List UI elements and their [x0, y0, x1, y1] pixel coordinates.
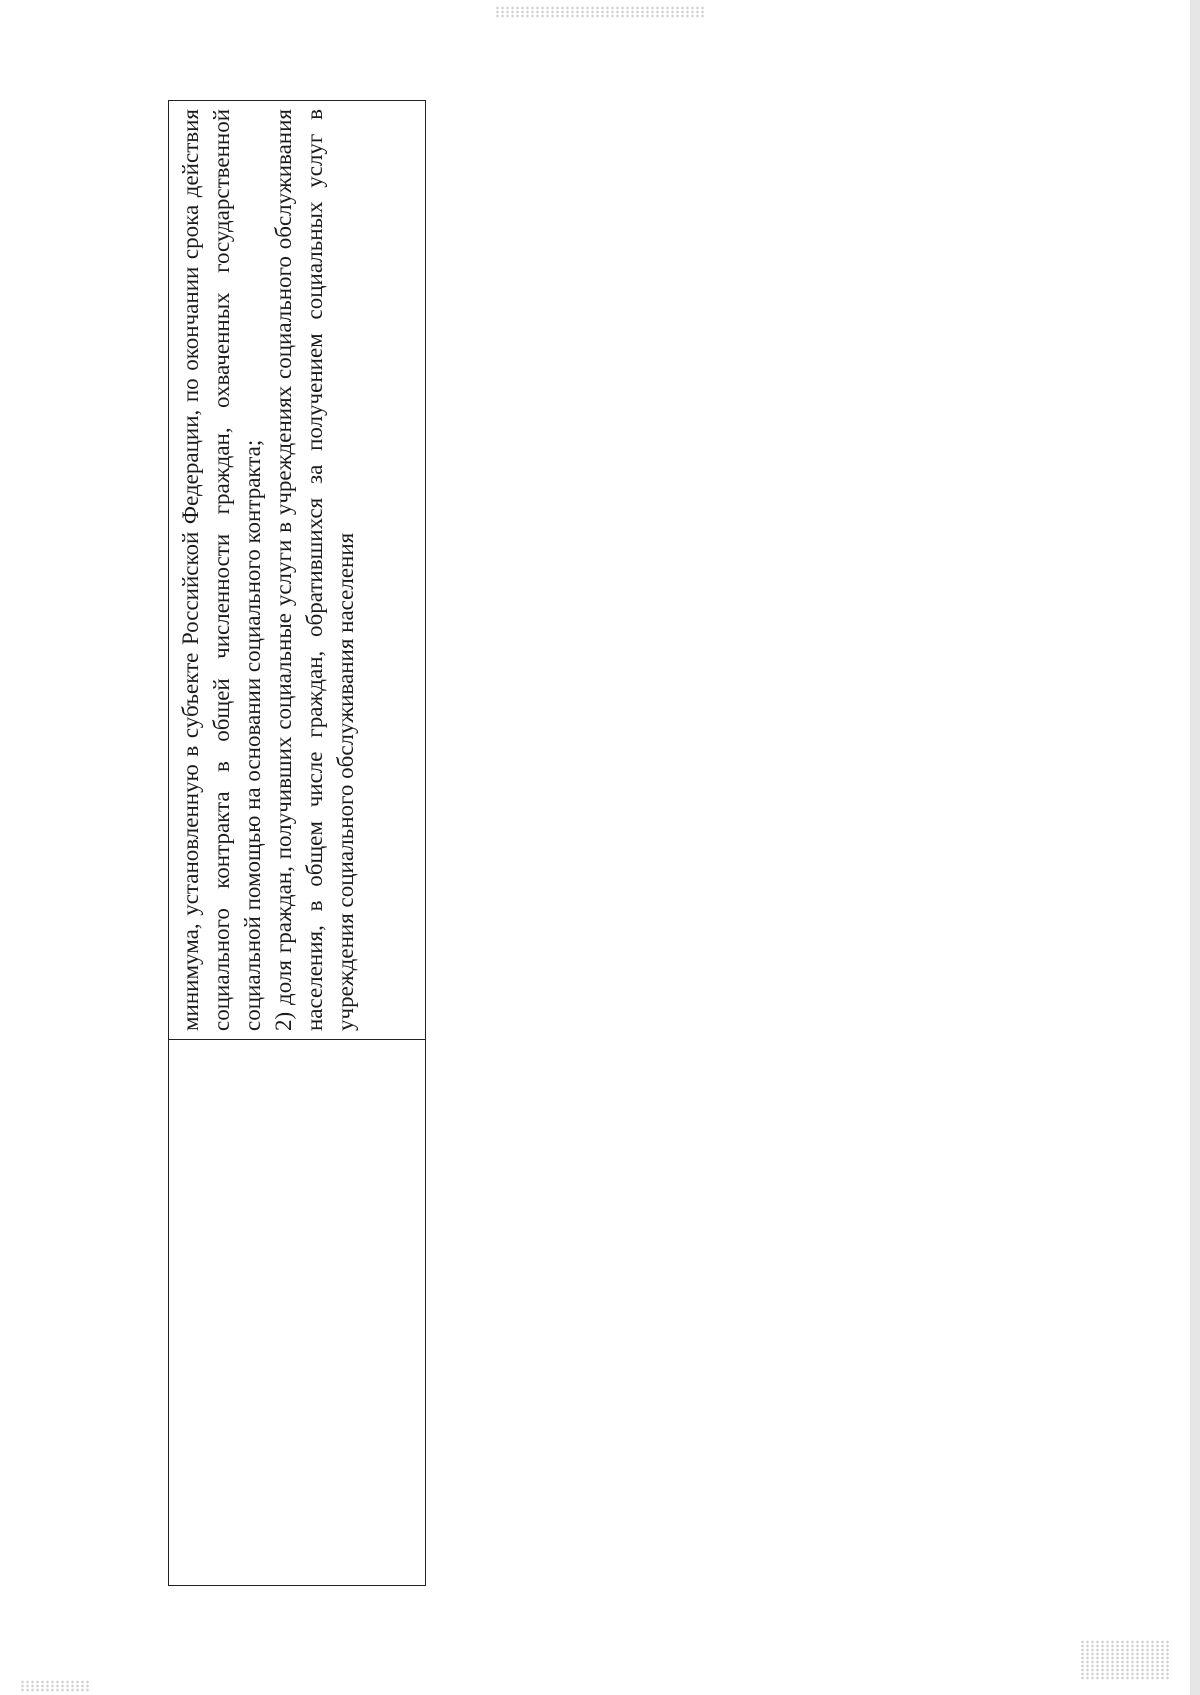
scan-noise-top	[495, 6, 705, 18]
rotated-table	[168, 100, 426, 1586]
page-edge	[1190, 0, 1200, 1695]
paragraph-item-2: 2) доля граждан, получивших социальные услуги в учреждениях социального обслуживания населения, в общем числе граждан, обратившихся за получением социальных услуг в учреждения социального обслуживания населения	[271, 109, 358, 1031]
paragraph-continuation: минимума, установленную в субъекте Российской Федерации, по окончании срока действия социального контракта в общей численности граждан, охваченных государственной социальной помощью на основании социального контракта;	[178, 109, 265, 1031]
scan-noise-bottom-right	[1080, 1640, 1170, 1680]
scan-noise-bottom-left	[20, 1680, 90, 1692]
rotated-table-container	[168, 100, 426, 1586]
table-cell-empty	[169, 1039, 425, 1585]
table-cell-text	[169, 101, 425, 1039]
